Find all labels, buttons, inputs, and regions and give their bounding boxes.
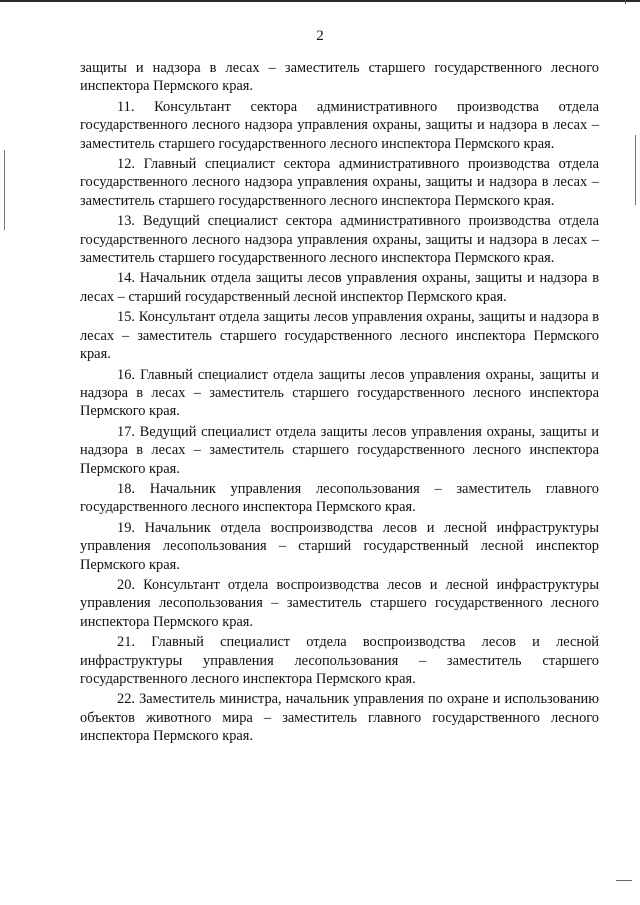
paragraph-item-12: 12. Главный специалист сектора административного производства отдела государственного лесного надзора управления охраны, защиты и надзора в лесах – заместитель старшего государственного лесного инспектора Пермского края. bbox=[80, 156, 599, 209]
top-scan-border bbox=[0, 0, 640, 2]
paragraph-item-13: 13. Ведущий специалист сектора административного производства отдела государственного лесного надзора управления охраны, защиты и надзора в лесах – заместитель старшего государственного лесного инспектора Пермского края. bbox=[80, 213, 599, 267]
paragraph-item-18: 18. Начальник управления лесопользования – заместитель главного государственного лесного инспектора Пермского края. bbox=[80, 480, 599, 516]
paragraph-item-20: 20. Консультант отдела воспроизводства лесов и лесной инфраструктуры управления лесопользования – заместитель старшего государственного лесного инспектора Пермского края. bbox=[80, 576, 599, 630]
scan-artifact-bottom-dash bbox=[616, 880, 632, 881]
paragraph-item-15: 15. Консультант отдела защиты лесов управления охраны, защиты и надзора в лесах – заместитель старшего государственного лесного инспектора Пермского края. bbox=[80, 309, 599, 363]
paragraph-item-22: 22. Заместитель министра, начальник управления по охране и использованию объектов животного мира – заместитель главного государственного лесного инспектора Пермского края. bbox=[80, 691, 599, 745]
document-body bbox=[80, 59, 599, 748]
paragraph-item-21: 21. Главный специалист отдела воспроизводства лесов и лесной инфраструктуры управления лесопользования – заместитель старшего государственного лесного инспектора Пермского края. bbox=[80, 634, 599, 687]
scan-artifact-tick bbox=[625, 0, 626, 4]
paragraph-continuation: защиты и надзора в лесах – заместитель старшего государственного лесного инспектора Пермского края. bbox=[80, 60, 599, 95]
scan-artifact-right-mark bbox=[635, 135, 636, 205]
paragraph-item-14: 14. Начальник отдела защиты лесов управления охраны, защиты и надзора в лесах – старший государственный лесной инспектор Пермского края. bbox=[80, 270, 599, 305]
paragraph-item-17: 17. Ведущий специалист отдела защиты лесов управления охраны, защиты и надзора в лесах – заместитель старшего государственного лесного инспектора Пермского края. bbox=[80, 423, 599, 477]
paragraph-item-16: 16. Главный специалист отдела защиты лесов управления охраны, защиты и надзора в лесах – заместитель старшего государственного лесного инспектора Пермского края. bbox=[80, 366, 599, 420]
scan-artifact-left-mark bbox=[4, 150, 5, 230]
paragraph-item-11: 11. Консультант сектора административного производства отдела государственного лесного надзора управления охраны, защиты и надзора в лесах – заместитель старшего государственного лесного инспектора Пермского края. bbox=[80, 98, 599, 152]
paragraph-item-19: 19. Начальник отдела воспроизводства лесов и лесной инфраструктуры управления лесопользования – старший государственный лесной инспектор Пермского края. bbox=[80, 519, 599, 573]
page-number: 2 bbox=[316, 28, 324, 44]
